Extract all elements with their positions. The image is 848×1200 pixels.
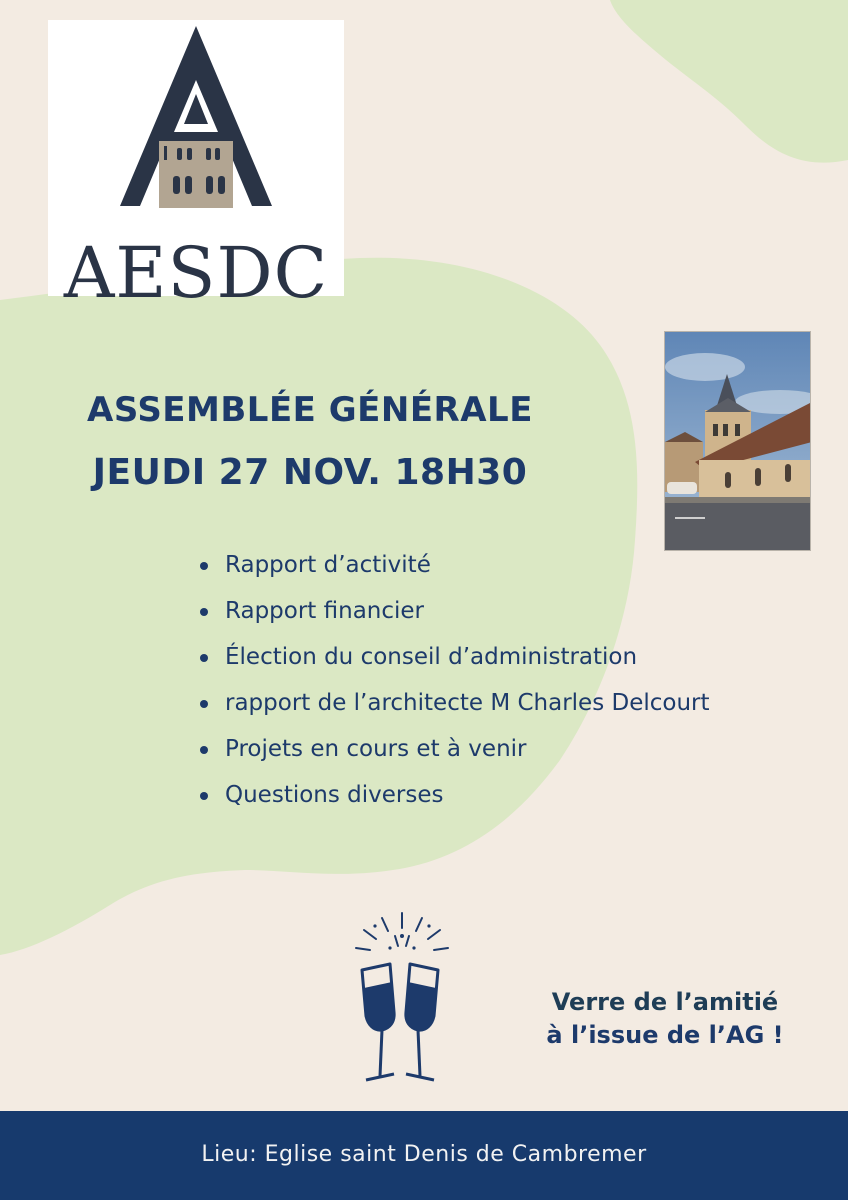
agenda-item xyxy=(198,778,710,824)
church-steeple-logo-icon xyxy=(48,20,344,240)
agenda-item xyxy=(198,548,710,594)
agenda-item-label: Projets en cours et à venir xyxy=(225,736,527,762)
amitie-line-1: Verre de l’amitié xyxy=(551,988,779,1016)
bullet-icon xyxy=(200,654,208,662)
agenda-item-label: Élection du conseil d’administration xyxy=(225,644,638,670)
agenda-item xyxy=(198,640,710,686)
bullet-icon xyxy=(200,608,208,616)
amitie-message xyxy=(500,986,830,1052)
aesdc-logo xyxy=(48,20,344,314)
event-date: JEUDI 27 NOV. 18H30 xyxy=(92,452,528,493)
agenda-item-label: Rapport financier xyxy=(225,598,425,624)
logo-text: AESDC xyxy=(63,232,329,314)
top-right-blob xyxy=(610,0,848,163)
agenda-list xyxy=(198,548,710,824)
agenda-item xyxy=(198,594,710,640)
bullet-icon xyxy=(200,792,208,800)
venue-text: Lieu: Eglise saint Denis de Cambremer xyxy=(201,1142,647,1167)
event-title: ASSEMBLÉE GÉNÉRALE xyxy=(87,390,533,430)
bullet-icon xyxy=(200,746,208,754)
agenda-item-label: Questions diverses xyxy=(225,782,444,808)
agenda-item-label: rapport de l’architecte M Charles Delcourt xyxy=(225,690,710,716)
bullet-icon xyxy=(200,700,208,708)
footer-bar xyxy=(0,1111,848,1200)
church-photo xyxy=(664,331,811,551)
amitie-line-2: à l’issue de l’AG ! xyxy=(546,1021,784,1049)
agenda-item xyxy=(198,686,710,732)
church-photo-icon xyxy=(665,332,811,551)
bullet-icon xyxy=(200,562,208,570)
agenda-item-label: Rapport d’activité xyxy=(225,552,431,578)
toasting-glasses-icon xyxy=(340,908,470,1093)
agenda-item xyxy=(198,732,710,778)
